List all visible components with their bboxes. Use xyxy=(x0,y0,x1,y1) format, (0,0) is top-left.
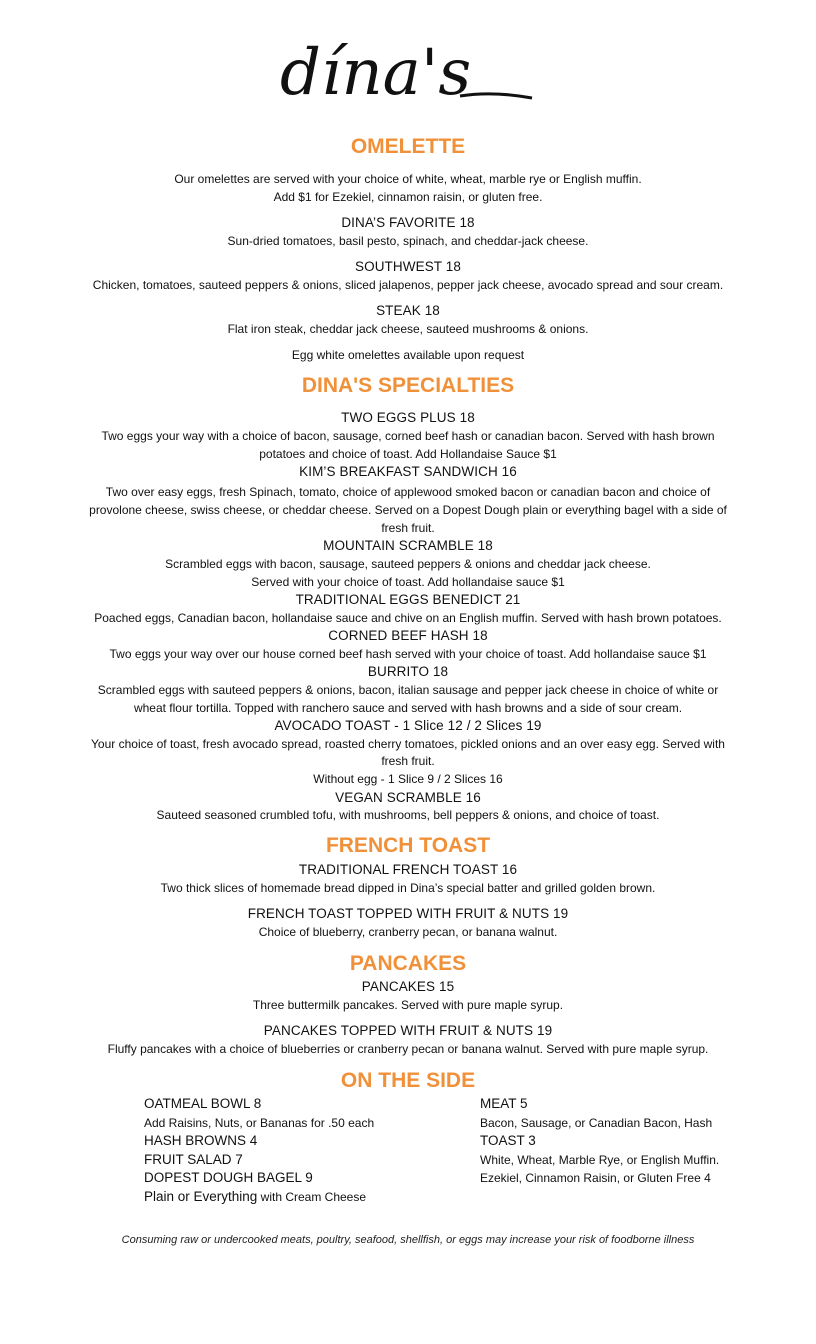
specialty-item-desc: Scrambled eggs with bacon, sausage, sauteed peppers & onions and cheddar jack cheese. xyxy=(165,557,651,571)
side-item-desc: White, Wheat, Marble Rye, or English Muffin. xyxy=(480,1152,720,1167)
pancakes-item-desc: Three buttermilk pancakes. Served with pure maple syrup. xyxy=(252,998,564,1012)
dinas-logo xyxy=(270,36,540,126)
specialty-item-desc: Without egg - 1 Slice 9 / 2 Slices 16 xyxy=(313,772,503,786)
french-toast-item-title: FRENCH TOAST TOPPED WITH FRUIT & NUTS 19 xyxy=(247,906,569,921)
sides-left-column xyxy=(144,1095,464,1206)
on-the-side-heading: ON THE SIDE xyxy=(340,1069,476,1092)
omelette-item-title: DINA’S FAVORITE 18 xyxy=(341,215,475,230)
specialty-item-title: TRADITIONAL EGGS BENEDICT 21 xyxy=(295,592,521,607)
specialties-heading: DINA'S SPECIALTIES xyxy=(301,374,515,397)
specialty-item-desc: fresh fruit. xyxy=(381,521,435,535)
omelette-item-desc: Sun-dried tomatoes, basil pesto, spinach, and cheddar-jack cheese. xyxy=(227,234,589,248)
egg-white-note: Egg white omelettes available upon request xyxy=(291,348,525,362)
side-item-desc: Ezekiel, Cinnamon Raisin, or Gluten Free 4 xyxy=(480,1171,711,1185)
bagel-options: Plain or Everything xyxy=(144,1188,258,1204)
specialty-item-desc: Two eggs your way with a choice of bacon, sausage, corned beef hash or canadian bacon. Served with hash brown xyxy=(101,429,715,443)
specialty-item-desc: provolone cheese, swiss cheese, or cheddar cheese. Served on a Dopest Dough plain or everything bagel with a side of xyxy=(89,503,727,517)
specialty-item-title: KIM’S BREAKFAST SANDWICH 16 xyxy=(299,464,517,479)
side-item-title: DOPEST DOUGH BAGEL 9 xyxy=(144,1170,313,1185)
logo-text: dína's xyxy=(280,36,472,110)
specialty-item-desc: Poached eggs, Canadian bacon, hollandaise sauce and chive on an English muffin. Served with hash brown potatoes. xyxy=(94,611,722,625)
specialty-item-desc: Scrambled eggs with sauteed peppers & onions, bacon, italian sausage and pepper jack cheese in choice of white or xyxy=(97,683,719,697)
omelette-intro-1: Our omelettes are served with your choice of white, wheat, marble rye or English muffin. xyxy=(174,172,642,186)
specialty-item-desc: Sauteed seasoned crumbled tofu, with mushrooms, bell peppers & onions, and choice of toast. xyxy=(156,808,660,822)
omelette-item-desc: Flat iron steak, cheddar jack cheese, sauteed mushrooms & onions. xyxy=(227,322,589,336)
omelette-item-desc: Chicken, tomatoes, sauteed peppers & onions, sliced jalapenos, pepper jack cheese, avocado spread and sour cream. xyxy=(92,278,724,292)
side-item-desc: Add Raisins, Nuts, or Bananas for .50 each xyxy=(144,1115,375,1130)
specialty-item-title: TWO EGGS PLUS 18 xyxy=(341,410,475,425)
specialty-item-desc: Two over easy eggs, fresh Spinach, tomato, choice of applewood smoked bacon or canadian bacon and choice of xyxy=(105,485,711,499)
french-toast-item-title: TRADITIONAL FRENCH TOAST 16 xyxy=(298,862,518,877)
specialty-item-title: MOUNTAIN SCRAMBLE 18 xyxy=(323,538,493,553)
specialty-item-title: CORNED BEEF HASH 18 xyxy=(328,628,488,643)
side-item-title: TOAST 3 xyxy=(480,1133,536,1148)
specialty-item-title: VEGAN SCRAMBLE 16 xyxy=(335,790,481,805)
pancakes-item-title: PANCAKES TOPPED WITH FRUIT & NUTS 19 xyxy=(263,1023,553,1038)
omelette-item-title: STEAK 18 xyxy=(376,303,440,318)
bagel-cream-cheese: with Cream Cheese xyxy=(257,1189,367,1204)
pancakes-item-desc: Fluffy pancakes with a choice of blueberries or cranberry pecan or banana walnut. Served with pure maple syrup. xyxy=(107,1042,709,1056)
side-item-title: OATMEAL BOWL 8 xyxy=(144,1096,262,1111)
specialty-item-title: AVOCADO TOAST - 1 Slice 12 / 2 Slices 19 xyxy=(274,718,542,733)
french-toast-heading: FRENCH TOAST xyxy=(325,834,491,857)
logo-wordmark xyxy=(270,36,540,126)
side-item-title: MEAT 5 xyxy=(480,1096,528,1111)
specialty-item-desc: potatoes and choice of toast. Add Hollandaise Sauce $1 xyxy=(259,447,557,461)
specialty-item-title: BURRITO 18 xyxy=(367,664,449,679)
specialty-item-desc: Your choice of toast, fresh avocado spread, roasted cherry tomatoes, pickled onions and an over easy egg. Served with xyxy=(91,737,725,751)
specialty-item-desc: Two eggs your way over our house corned beef hash served with your choice of toast. Add hollandaise sauce $1 xyxy=(109,647,707,661)
omelette-intro-2: Add $1 for Ezekiel, cinnamon raisin, or gluten free. xyxy=(273,190,543,204)
side-item-title: HASH BROWNS 4 xyxy=(144,1133,258,1148)
foodborne-illness-warning: Consuming raw or undercooked meats, poultry, seafood, shellfish, or eggs may increase your risk of foodborne illness xyxy=(121,1234,695,1246)
specialty-item-desc: Served with your choice of toast. Add hollandaise sauce $1 xyxy=(251,575,565,589)
omelette-item-title: SOUTHWEST 18 xyxy=(355,259,461,274)
sides-right-column xyxy=(480,1095,780,1188)
french-toast-item-desc: Choice of blueberry, cranberry pecan, or banana walnut. xyxy=(258,925,558,939)
side-item-desc: Bacon, Sausage, or Canadian Bacon, Hash xyxy=(480,1115,713,1130)
specialty-item-desc: fresh fruit. xyxy=(381,754,435,768)
french-toast-item-desc: Two thick slices of homemade bread dipped in Dina’s special batter and grilled golden brown. xyxy=(160,881,656,895)
omelette-heading: OMELETTE xyxy=(350,135,466,158)
pancakes-heading: PANCAKES xyxy=(349,952,467,975)
pancakes-item-title: PANCAKES 15 xyxy=(361,979,455,994)
side-item-desc xyxy=(144,1188,464,1207)
specialty-item-desc: wheat flour tortilla. Topped with ranchero sauce and served with hash browns and a side of sour cream. xyxy=(133,701,683,715)
side-item-title: FRUIT SALAD 7 xyxy=(144,1151,243,1167)
